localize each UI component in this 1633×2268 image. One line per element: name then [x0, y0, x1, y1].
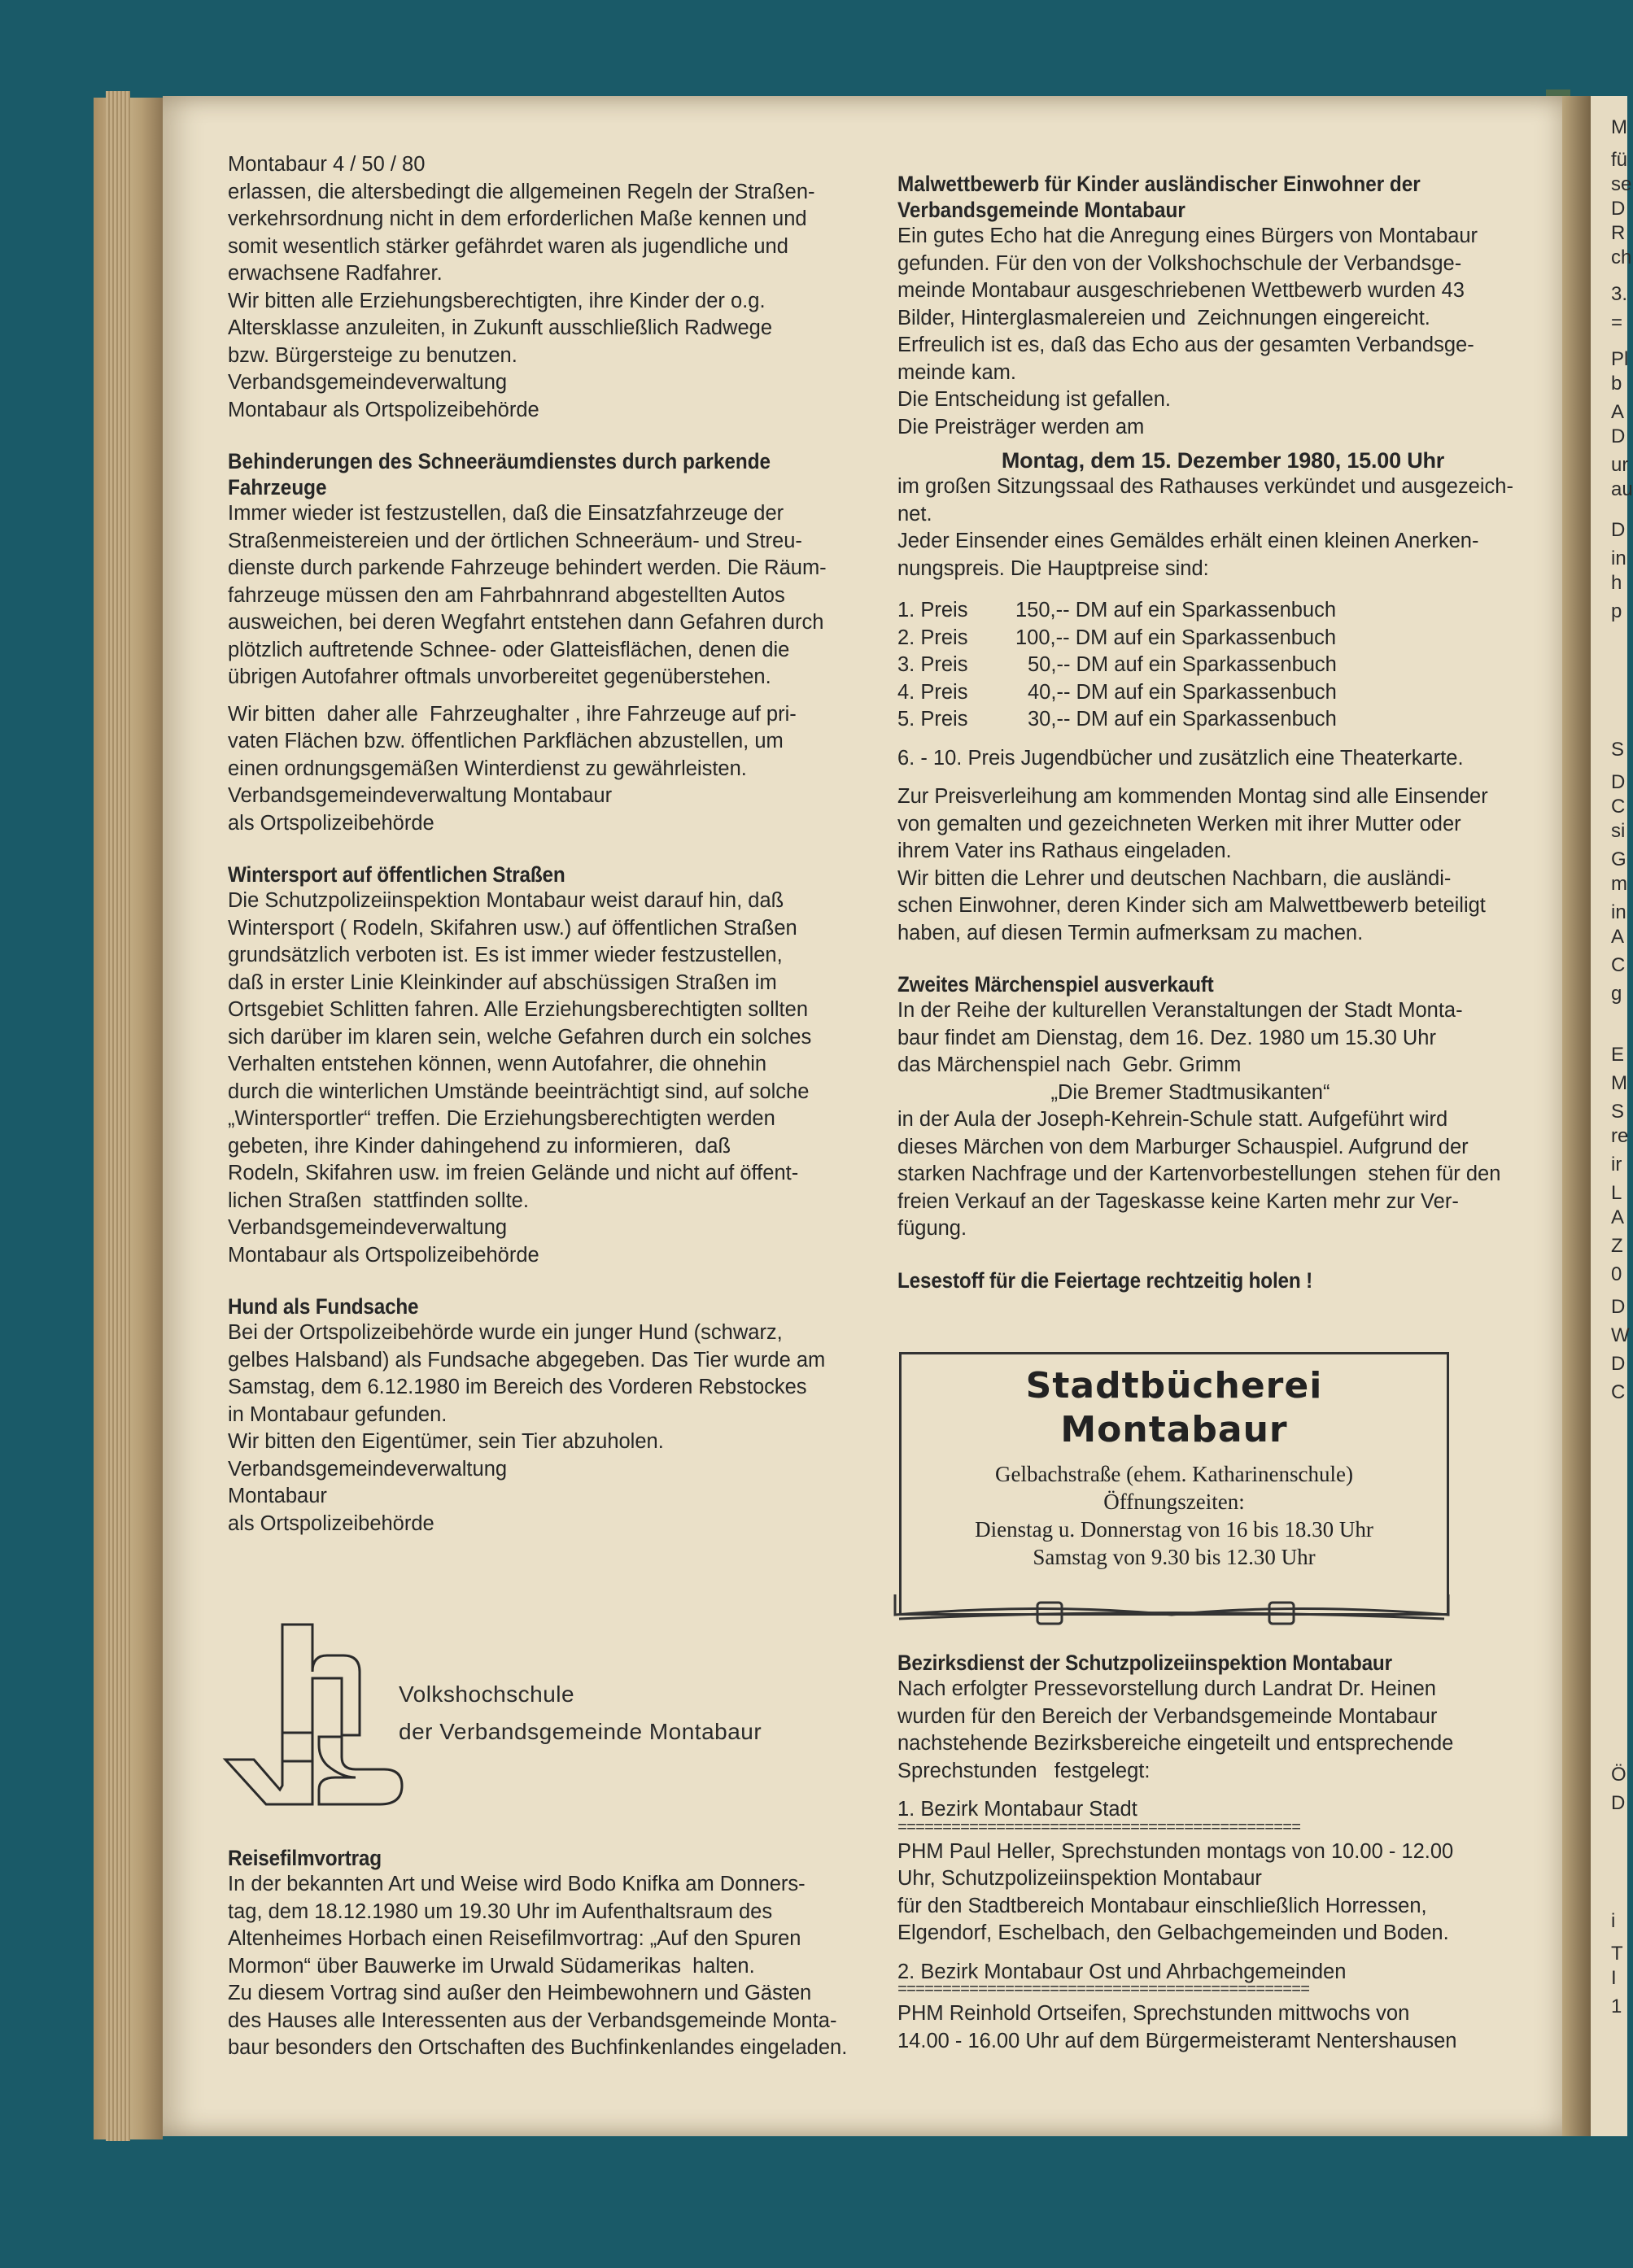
next-page-text: D [1611, 519, 1626, 541]
next-page-text: R [1611, 222, 1626, 244]
next-page-text: re [1611, 1125, 1629, 1147]
text-line: gefunden. Für den von der Volkshochschule der Verbandsge- [897, 251, 1462, 275]
prize-amount: 100,-- DM auf ein Sparkassenbuch [1015, 626, 1337, 649]
prize-table [897, 597, 1337, 734]
text-line: Ein gutes Echo hat die Anregung eines Bürgers von Montabaur [897, 225, 1478, 247]
text-line: baur findet am Dienstag, dem 16. Dez. 1980 um 15.30 Uhr [897, 1026, 1436, 1049]
next-page-text: b [1611, 373, 1622, 395]
snow-body-2 [228, 701, 862, 838]
next-page-text: A [1611, 401, 1625, 423]
next-page-text: T [1611, 1943, 1623, 1965]
intro-text [228, 179, 862, 425]
library-hours-2: Samstag von 9.30 bis 12.30 Uhr [1033, 1545, 1316, 1569]
text-line: Ortsgebiet Schlitten fahren. Alle Erziehungsberechtigten sollten [228, 998, 809, 1021]
contest-body-3 [897, 783, 1548, 947]
text-line: net. [897, 502, 932, 526]
vhs-line-2: der Verbandsgemeinde Montabaur [399, 1719, 762, 1744]
text-line: In der Reihe der kulturellen Veranstaltungen der Stadt Monta- [897, 999, 1463, 1022]
page-gutter [1562, 96, 1595, 2136]
text-line: Wir bitten die Lehrer und deutschen Nachbarn, die ausländi- [897, 866, 1452, 890]
text-line: lichen Straßen stattfinden sollte. [228, 1189, 529, 1212]
prize-amount: 40,-- DM auf ein Sparkassenbuch [1028, 680, 1337, 704]
district-1-body [897, 1838, 1548, 1947]
prize-row [897, 706, 1337, 734]
prize-place: 5. Preis [897, 708, 968, 731]
next-page-text: C [1611, 796, 1626, 818]
fairy-heading: Zweites Märchenspiel ausverkauft [897, 972, 1214, 997]
text-line: von gemalten und gezeichneten Werken mit ihrer Mutter oder [897, 812, 1461, 835]
text-line: sich darüber im klaren sein, welche Gefahren durch ein solches [228, 1025, 812, 1049]
next-page-text: G [1611, 848, 1626, 870]
text-line: Straßenmeistereien und der örtlichen Schneeräum- und Streu- [228, 529, 802, 552]
text-line: Zu diesem Vortrag sind außer den Heimbewohnern und Gästen [228, 1982, 812, 2004]
prize-amount: 50,-- DM auf ein Sparkassenbuch [1028, 653, 1337, 676]
next-page-text: M [1611, 116, 1627, 138]
next-page-text: D [1611, 771, 1626, 793]
text-line: In der bekannten Art und Weise wird Bodo Knifka am Donners- [228, 1873, 806, 1895]
text-line: baur besonders den Ortschaften des Buchfinkenlandes eingeladen. [228, 2036, 848, 2059]
next-page-text: si [1611, 820, 1626, 842]
contest-body [897, 223, 1548, 441]
next-page-text: D [1611, 425, 1626, 447]
dog-body [228, 1319, 862, 1537]
district-2-underline: ============================================== [897, 1981, 1310, 2000]
text-line: Wintersport ( Rodeln, Skifahren usw.) auf öffentlichen Straßen [228, 916, 797, 940]
text-line: Rodeln, Skifahren usw. im freien Gelände und nicht auf öffent- [228, 1162, 799, 1184]
next-page-text: C [1611, 1381, 1626, 1403]
text-line: freien Verkauf an der Tageskasse keine Karten mehr zur Ver- [897, 1189, 1459, 1213]
text-line: PHM Paul Heller, Sprechstunden montags von 10.00 - 12.00 [897, 1839, 1454, 1863]
next-page-text: Z [1611, 1235, 1623, 1257]
next-page-text: in [1611, 901, 1626, 923]
library-box-scroll-decoration [887, 1570, 1456, 1627]
contest-date: Montag, dem 15. Dezember 1980, 15.00 Uhr [1001, 448, 1445, 473]
next-page-text: L [1611, 1182, 1622, 1204]
text-line: Wir bitten den Eigentümer, sein Tier abzuholen. [228, 1430, 664, 1453]
text-line: verkehrsordnung nicht in dem erforderlichen Maße kennen und [228, 207, 807, 230]
text-line: vaten Flächen bzw. öffentlichen Parkflächen abzustellen, um [228, 730, 784, 752]
next-page-text: A [1611, 926, 1625, 948]
reading-heading: Lesestoff für die Feiertage rechtzeitig holen ! [897, 1267, 1313, 1293]
text-line: Altenheimes Horbach einen Reisefilmvortrag: „Auf den Spuren [228, 1927, 801, 1950]
fairy-title: „Die Bremer Stadtmusikanten“ [1050, 1080, 1330, 1104]
next-page-text: h [1611, 572, 1622, 594]
text-line: im großen Sitzungssaal des Rathauses verkündet und ausgezeich- [897, 475, 1513, 498]
district-1-underline: ============================================= [897, 1818, 1301, 1838]
text-line: Jeder Einsender eines Gemäldes erhält einen kleinen Anerken- [897, 530, 1479, 552]
text-line: Altersklasse anzuleiten, in Zukunft ausschließlich Radwege [228, 316, 773, 339]
book-page-edges-lines [106, 91, 130, 2141]
text-line: Verhalten entstehen können, wenn Autofahrer, die ohnehin [228, 1053, 767, 1075]
next-page-text: au [1611, 478, 1633, 500]
prize-amount: 150,-- DM auf ein Sparkassenbuch [1015, 599, 1337, 622]
text-line: des Hauses alle Interessenten aus der Verbandsgemeinde Monta- [228, 2008, 837, 2032]
text-line: plötzlich auftretende Schnee- oder Glatteisflächen, denen die [228, 638, 790, 661]
left-column [228, 151, 862, 1537]
next-page-text: S [1611, 1101, 1625, 1123]
district-section [897, 1650, 1548, 2055]
text-line: als Ortspolizeibehörde [228, 811, 434, 835]
district-2-body [897, 2000, 1548, 2055]
next-page-text: = [1611, 312, 1623, 334]
prize-place: 4. Preis [897, 680, 968, 704]
next-page-text: m [1611, 873, 1627, 895]
vhs-logo [221, 1623, 408, 1806]
next-page-text: ur [1611, 454, 1629, 476]
library-hours-label: Öffnungszeiten: [1103, 1489, 1245, 1514]
text-line: Mormon“ über Bauwerke im Urwald Südamerikas halten. [228, 1954, 755, 1978]
text-line: wurden für den Bereich der Verbandsgemeinde Montabaur [897, 1704, 1438, 1728]
library-address: Gelbachstraße (ehem. Katharinenschule) [994, 1462, 1354, 1486]
text-line: nungspreis. Die Hauptpreise sind: [897, 556, 1209, 580]
text-line: Die Preisträger werden am [897, 415, 1145, 438]
next-page-fragment [1591, 96, 1633, 2136]
contest-heading: Malwettbewerb für Kinder ausländischer Einwohner der Verbandsgemeinde Montabaur [897, 172, 1421, 222]
next-page-text: I [1611, 1967, 1617, 1989]
prize-row [897, 652, 1337, 679]
next-page-text: E [1611, 1044, 1625, 1066]
text-line: Wir bitten daher alle Fahrzeughalter , ihre Fahrzeuge auf pri- [228, 702, 797, 726]
next-page-text: D [1611, 1792, 1626, 1814]
text-line: dieses Märchen von dem Marburger Schauspiel. Aufgrund der [897, 1135, 1469, 1158]
vhs-text [399, 1676, 762, 1751]
next-page-text: 3. [1611, 283, 1628, 305]
next-page-text: ch [1611, 246, 1632, 268]
prize-row [897, 625, 1337, 652]
text-line: grundsätzlich verboten ist. Es ist immer wieder festzustellen, [228, 944, 783, 966]
winter-body [228, 888, 862, 1269]
text-line: Elgendorf, Eschelbach, den Gelbachgemeinden und Boden. [897, 1921, 1449, 1944]
text-line: Montabaur als Ortspolizeibehörde [228, 398, 539, 421]
prize-row [897, 597, 1337, 625]
library-name-2: Montabaur [1060, 1409, 1288, 1450]
snow-heading: Behinderungen des Schneeräumdienstes durch parkende Fahrzeuge [228, 449, 771, 499]
text-line: PHM Reinhold Ortseifen, Sprechstunden mittwochs von [897, 2002, 1410, 2025]
district-2-title: 2. Bezirk Montabaur Ost und Ahrbachgemeinden [897, 1960, 1347, 1983]
text-line: Erfreulich ist es, daß das Echo aus der gesamten Verbandsge- [897, 334, 1474, 356]
travel-heading: Reisefilmvortrag [228, 1846, 382, 1870]
prize-amount: 30,-- DM auf ein Sparkassenbuch [1028, 708, 1337, 731]
text-line: ausweichen, bei deren Wegfahrt entstehen dann Gefahren durch [228, 611, 824, 634]
text-line: bzw. Bürgersteige zu benutzen. [228, 343, 517, 367]
text-line: Die Entscheidung ist gefallen. [897, 388, 1171, 411]
text-line: nachstehende Bezirksbereiche eingeteilt und entsprechende [897, 1732, 1454, 1755]
next-page-text: 0 [1611, 1263, 1622, 1285]
text-line: Verbandsgemeindeverwaltung [228, 371, 508, 394]
text-line: Verbandsgemeindeverwaltung [228, 1216, 508, 1239]
next-page-text: D [1611, 1296, 1626, 1318]
page-reference: Montabaur 4 / 50 / 80 [228, 153, 426, 176]
text-line: tag, dem 18.12.1980 um 19.30 Uhr im Aufenthaltsraum des [228, 1899, 773, 1923]
text-line: fahrzeuge müssen den am Fahrbahnrand abgestellten Autos [228, 583, 785, 607]
contest-body-2 [897, 473, 1548, 582]
next-page-text: ir [1611, 1154, 1622, 1175]
prize-extra: 6. - 10. Preis Jugendbücher und zusätzlich eine Theaterkarte. [897, 746, 1464, 770]
library-hours-1: Dienstag u. Donnerstag von 16 bis 18.30 Uhr [975, 1517, 1373, 1542]
next-page-text: C [1611, 954, 1626, 976]
travel-body [228, 1871, 879, 2062]
prize-place: 1. Preis [897, 599, 968, 622]
text-line: starken Nachfrage und der Kartenvorbestellungen stehen für den [897, 1162, 1501, 1185]
text-line: meinde kam. [897, 360, 1016, 384]
prize-place: 2. Preis [897, 626, 968, 649]
next-page-text: in [1611, 547, 1626, 569]
district-body [897, 1676, 1548, 1785]
text-line: gelbes Halsband) als Fundsache abgegeben. Das Tier wurde am [228, 1348, 826, 1372]
text-line: schen Einwohner, deren Kinder sich am Malwettbewerb beteiligt [897, 894, 1486, 917]
text-line: Immer wieder ist festzustellen, daß die Einsatzfahrzeuge der [228, 502, 784, 525]
next-page-text: 1 [1611, 1995, 1622, 2017]
text-line: das Märchenspiel nach Gebr. Grimm [897, 1053, 1242, 1076]
text-line: Verbandsgemeindeverwaltung Montabaur [228, 784, 613, 807]
text-line: Montabaur als Ortspolizeibehörde [228, 1243, 539, 1267]
text-line: erlassen, die altersbedingt die allgemeinen Regeln der Straßen- [228, 180, 815, 203]
text-line: Bilder, Hinterglasmalereien und Zeichnungen eingereicht. [897, 306, 1430, 329]
text-line: 14.00 - 16.00 Uhr auf dem Bürgermeisteramt Nentershausen [897, 2029, 1457, 2052]
next-page-text: fü [1611, 149, 1628, 171]
text-line: erwachsene Radfahrer. [228, 262, 443, 285]
next-page-text: A [1611, 1206, 1625, 1228]
text-line: daß in erster Linie Kleinkinder auf abschüssigen Straßen im [228, 970, 777, 994]
next-page-text: S [1611, 739, 1625, 761]
library-name-1: Stadtbücherei [1025, 1365, 1323, 1407]
next-page-text: D [1611, 1353, 1626, 1375]
text-line: fügung. [897, 1217, 967, 1240]
fairy-body-2 [897, 1106, 1548, 1243]
text-line: somit wesentlich stärker gefährdet waren als jugendliche und [228, 234, 788, 258]
prize-place: 3. Preis [897, 653, 968, 676]
text-line: „Wintersportler“ treffen. Die Erziehungsberechtigten werden [228, 1107, 775, 1130]
text-line: haben, auf diesen Termin aufmerksam zu machen. [897, 921, 1364, 944]
next-page-text: W [1611, 1324, 1630, 1346]
text-line: Bei der Ortspolizeibehörde wurde ein junger Hund (schwarz, [228, 1321, 783, 1344]
text-line: übrigen Autofahrer oftmals unvorbereitet gegenüberstehen. [228, 665, 771, 688]
text-line: in der Aula der Joseph-Kehrein-Schule statt. Aufgeführt wird [897, 1108, 1448, 1131]
text-line: Zur Preisverleihung am kommenden Montag sind alle Einsender [897, 785, 1488, 808]
next-page-text: g [1611, 983, 1622, 1005]
text-line: Wir bitten alle Erziehungsberechtigten, ihre Kinder der o.g. [228, 289, 766, 312]
text-line: für den Stadtbereich Montabaur einschließlich Horressen, [897, 1894, 1427, 1917]
district-heading: Bezirksdienst der Schutzpolizeiinspektion Montabaur [897, 1651, 1392, 1675]
text-line: Nach erfolgter Pressevorstellung durch Landrat Dr. Heinen [897, 1677, 1436, 1700]
text-line: durch die winterlichen Umstände beeinträchtigt sind, auf solche [228, 1079, 810, 1103]
fairy-body [897, 997, 1548, 1079]
prize-row [897, 679, 1337, 707]
next-page-text: se [1611, 173, 1632, 195]
next-page-text: i [1611, 1910, 1616, 1932]
text-line: Samstag, dem 6.12.1980 im Bereich des Vorderen Rebstockes [228, 1376, 807, 1398]
text-line: Die Schutzpolizeiinspektion Montabaur weist darauf hin, daß [228, 889, 784, 912]
next-page-text: D [1611, 198, 1626, 220]
text-line: als Ortspolizeibehörde [228, 1511, 434, 1535]
snow-body [228, 500, 862, 691]
text-line: einen ordnungsgemäßen Winterdienst zu gewährleisten. [228, 757, 747, 780]
text-line: Montabaur [228, 1485, 327, 1507]
text-line: Uhr, Schutzpolizeiinspektion Montabaur [897, 1867, 1262, 1890]
text-line: meinde Montabaur ausgeschriebenen Wettbewerb wurden 43 [897, 279, 1465, 302]
vhs-line-1: Volkshochschule [399, 1681, 575, 1707]
text-line: in Montabaur gefunden. [228, 1402, 448, 1426]
right-column [897, 171, 1548, 1293]
text-line: Verbandsgemeindeverwaltung [228, 1457, 508, 1481]
dog-heading: Hund als Fundsache [228, 1294, 419, 1319]
travel-section [228, 1845, 879, 2062]
text-line: gebeten, ihre Kinder dahingehend zu informieren, daß [228, 1134, 731, 1158]
text-line: ihrem Vater ins Rathaus eingeladen. [897, 840, 1232, 862]
next-page-text: Pl [1611, 348, 1629, 370]
next-page-text: Ö [1611, 1764, 1626, 1786]
district-1-title: 1. Bezirk Montabaur Stadt [897, 1798, 1137, 1821]
text-line: Sprechstunden festgelegt: [897, 1759, 1151, 1782]
next-page-text: M [1611, 1072, 1627, 1094]
next-page-text: p [1611, 600, 1622, 622]
winter-heading: Wintersport auf öffentlichen Straßen [228, 862, 565, 887]
text-line: dienste durch parkende Fahrzeuge behindert werden. Die Räum- [228, 556, 827, 579]
